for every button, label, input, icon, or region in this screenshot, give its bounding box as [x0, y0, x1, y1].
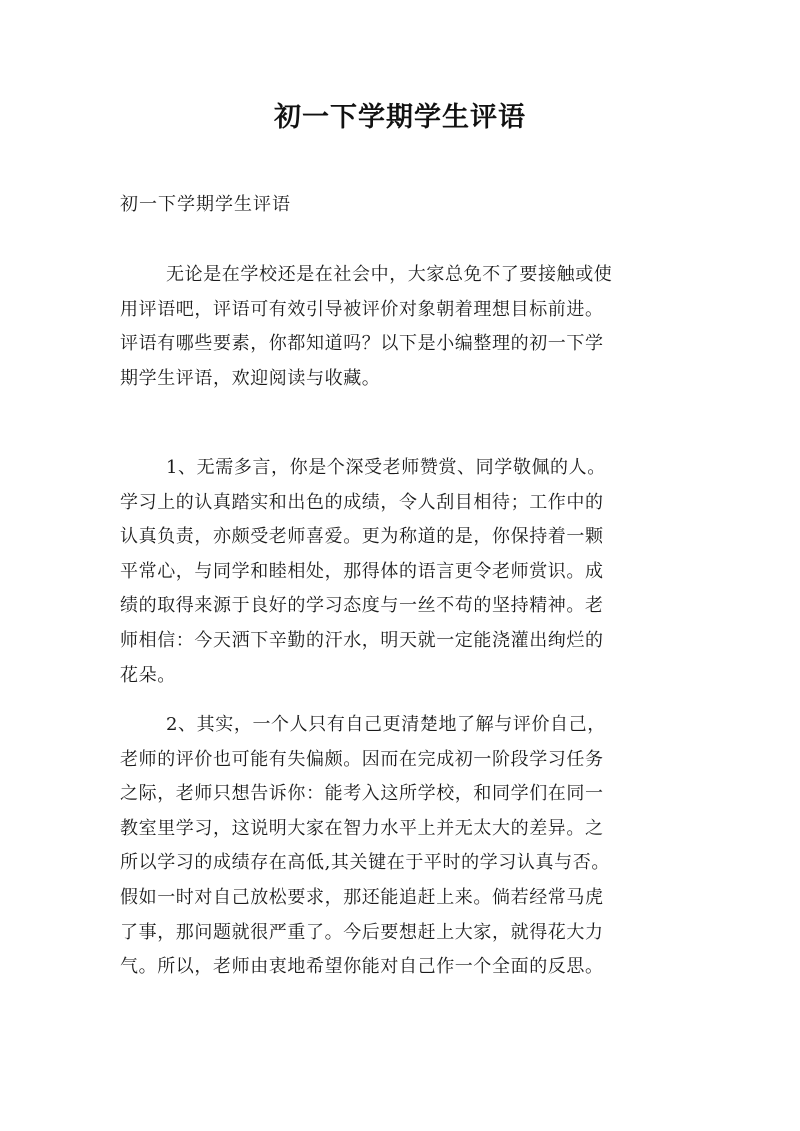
- paragraph-line: 教室里学习，这说明大家在智力水平上并无太大的差异。之: [120, 817, 604, 839]
- paragraph-line: 期学生评语，欢迎阅读与收藏。: [120, 367, 381, 389]
- comment-paragraph-2: [120, 708, 700, 985]
- paragraph-line: 师相信：今天洒下辛勤的汗水，明天就一定能浇灌出绚烂的: [120, 629, 604, 651]
- paragraph-line: 无论是在学校还是在社会中，大家总免不了要接触或使: [166, 264, 613, 285]
- paragraph-line: 评语有哪些要素，你都知道吗？以下是小编整理的初一下学: [120, 333, 604, 355]
- paragraph-line: 老师的评价也可能有失偏颇。因而在完成初一阶段学习任务: [120, 748, 604, 770]
- paragraph-line: 花朵。: [120, 664, 176, 686]
- paragraph-line: 平常心，与同学和睦相处，那得体的语言更令老师赏识。成: [120, 560, 604, 582]
- paragraph-line: 之际，老师只想告诉你：能考入这所学校，和同学们在同一: [120, 783, 604, 805]
- document-title: 初一下学期学生评语: [274, 102, 526, 133]
- intro-paragraph: [120, 258, 700, 396]
- paragraph-line: 2、其实，一个人只有自己更清楚地了解与评价自己，: [166, 714, 606, 735]
- document-subtitle: 初一下学期学生评语: [120, 194, 291, 215]
- comment-paragraph-1: [120, 451, 700, 693]
- paragraph-line: 所以学习的成绩存在高低,其关键在于平时的学习认真与否。: [120, 852, 610, 874]
- paragraph-line: 绩的取得来源于良好的学习态度与一丝不苟的坚持精神。老: [120, 595, 604, 617]
- paragraph-line: 认真负责，亦颇受老师喜爱。更为称道的是，你保持着一颗: [120, 526, 604, 548]
- paragraph-line: 气。所以，老师由衷地希望你能对自己作一个全面的反思。: [120, 956, 604, 978]
- paragraph-line: 了事，那问题就很严重了。今后要想赶上大家，就得花大力: [120, 921, 604, 943]
- paragraph-line: 学习上的认真踏实和出色的成绩，令人刮目相待；工作中的: [120, 491, 604, 513]
- paragraph-line: 1、无需多言，你是个深受老师赞赏、同学敬佩的人。: [166, 457, 606, 478]
- paragraph-line: 假如一时对自己放松要求，那还能追赶上来。倘若经常马虎: [120, 886, 604, 908]
- paragraph-line: 用评语吧，评语可有效引导被评价对象朝着理想目标前进。: [120, 298, 604, 320]
